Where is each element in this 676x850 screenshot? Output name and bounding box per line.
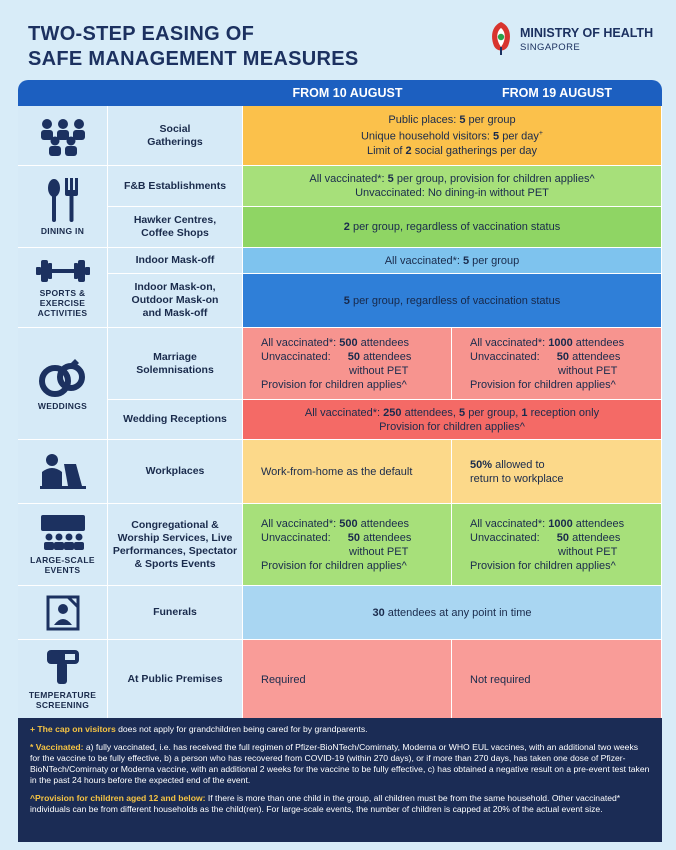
- wedding-receptions-value: All vaccinated*: 250 attendees, 5 per group, 1 reception only Provision for children applies^: [243, 400, 662, 440]
- dining-icon-cell: [18, 166, 108, 248]
- sports-category-label: SPORTS & EXERCISE ACTIVITIES: [37, 287, 88, 318]
- wedding-rings-icon: [38, 357, 88, 397]
- audience-screen-icon: [39, 515, 87, 551]
- portrait-frame-icon: [46, 595, 80, 631]
- sports-icon-cell: [18, 248, 108, 328]
- funerals-icon-cell: [18, 586, 108, 640]
- hawker-centres-label: Hawker Centres, Coffee Shops: [108, 207, 243, 248]
- header-blank: [18, 80, 243, 106]
- dumbbell-icon: [36, 258, 90, 284]
- note-children: ^Provision for children aged 12 and below: If there is more than one child in the group, all children must be from the same household. Other vaccinated* individuals can be from different households as the child(ren). For large-scale events, the number of children is capped at 20% of the actual event size.: [30, 793, 621, 814]
- weddings-icon-cell: [18, 328, 108, 440]
- mask-on-label: Indoor Mask-on, Outdoor Mask-on and Mask-off: [108, 274, 243, 328]
- marriage-solemnisations-label: Marriage Solemnisations: [108, 328, 243, 400]
- events-icon-cell: [18, 504, 108, 586]
- dining-in-label: DINING IN: [40, 225, 85, 236]
- mask-on-value: 5 per group, regardless of vaccination status: [243, 274, 662, 328]
- wedding-receptions-label: Wedding Receptions: [108, 400, 243, 440]
- title-line-2: SAFE MANAGEMENT MEASURES: [28, 48, 359, 70]
- fb-establishments-value: All vaccinated*: 5 per group, provision for children applies^ Unvaccinated: No dining-in without PET: [243, 166, 662, 207]
- funerals-value: 30 attendees at any point in time: [243, 586, 662, 640]
- header-from-10-august: FROM 10 AUGUST: [243, 80, 452, 106]
- moh-logo: [488, 20, 668, 60]
- moh-emblem-icon: [488, 20, 514, 56]
- marriage-19-aug-value: All vaccinated*: 1000 attendees Unvaccinated: 50 attendees without PET Provision for children applies^: [452, 328, 662, 400]
- workplaces-19-aug-value: 50% allowed to return to workplace: [452, 440, 662, 504]
- events-10-aug-value: All vaccinated*: 500 attendees Unvaccinated: 50 attendees without PET Provision for children applies^: [243, 504, 452, 586]
- fork-spoon-icon: [43, 178, 83, 222]
- hawker-centres-value: 2 per group, regardless of vaccination status: [243, 207, 662, 248]
- temperature-19-aug-value: Not required: [452, 640, 662, 720]
- temperature-category-label: TEMPERATURE SCREENING: [28, 689, 97, 710]
- logo-name: MINISTRY OF HEALTH: [520, 26, 654, 40]
- indoor-mask-off-label: Indoor Mask-off: [108, 248, 243, 274]
- marriage-10-aug-value: All vaccinated*: 500 attendees Unvaccinated: 50 attendees without PET Provision for children applies^: [243, 328, 452, 400]
- note-visitor-cap: + The cap on visitors does not apply for grandchildren being cared for by grandparents.: [30, 724, 368, 734]
- funerals-label: Funerals: [108, 586, 243, 640]
- workplaces-10-aug-value: Work-from-home as the default: [243, 440, 452, 504]
- footnotes: [18, 718, 662, 842]
- title-line-1: TWO-STEP EASING OF: [28, 23, 255, 45]
- social-gatherings-value: Public places: 5 per group Unique household visitors: 5 per day+ Limit of 2 social gatherings per day: [243, 106, 662, 166]
- laptop-worker-icon: [38, 452, 88, 492]
- weddings-category-label: WEDDINGS: [37, 400, 88, 411]
- social-icon-cell: [18, 106, 108, 166]
- temperature-10-aug-value: Required: [243, 640, 452, 720]
- events-label: Congregational & Worship Services, Live Performances, Spectator & Sports Events: [108, 504, 243, 586]
- workplaces-label: Workplaces: [108, 440, 243, 504]
- thermometer-gun-icon: [43, 650, 83, 686]
- measures-table: [18, 80, 662, 720]
- group-people-icon: [37, 116, 89, 156]
- social-gatherings-label: Social Gatherings: [108, 106, 243, 166]
- public-premises-label: At Public Premises: [108, 640, 243, 720]
- indoor-mask-off-value: All vaccinated*: 5 per group: [243, 248, 662, 274]
- fb-establishments-label: F&B Establishments: [108, 166, 243, 207]
- note-vaccinated: * Vaccinated: a) fully vaccinated, i.e. has received the full regimen of Pfizer-BioNTech/Comirnaty, Moderna or WHO EUL vaccines, with an additional two weeks for the vaccine to be fully effective, b) a person who has recovered from COVID-19 (within 270 days), or if more than 270 days, has taken one dose of Pfizer-BioNTech/Comirnaty or Moderna vaccine, with an additional 2 weeks for the vaccine to be fully effective, c) has obtained a negative result on a pre-event test taken in the past 24 hours before the expected end of the event.: [30, 742, 650, 785]
- events-19-aug-value: All vaccinated*: 1000 attendees Unvaccinated: 50 attendees without PET Provision for children applies^: [452, 504, 662, 586]
- logo-subtitle: SINGAPORE: [520, 42, 581, 53]
- temperature-icon-cell: [18, 640, 108, 720]
- workplaces-icon-cell: [18, 440, 108, 504]
- page-title: [28, 22, 359, 72]
- events-category-label: LARGE-SCALE EVENTS: [30, 554, 95, 575]
- header-from-19-august: FROM 19 AUGUST: [452, 80, 662, 106]
